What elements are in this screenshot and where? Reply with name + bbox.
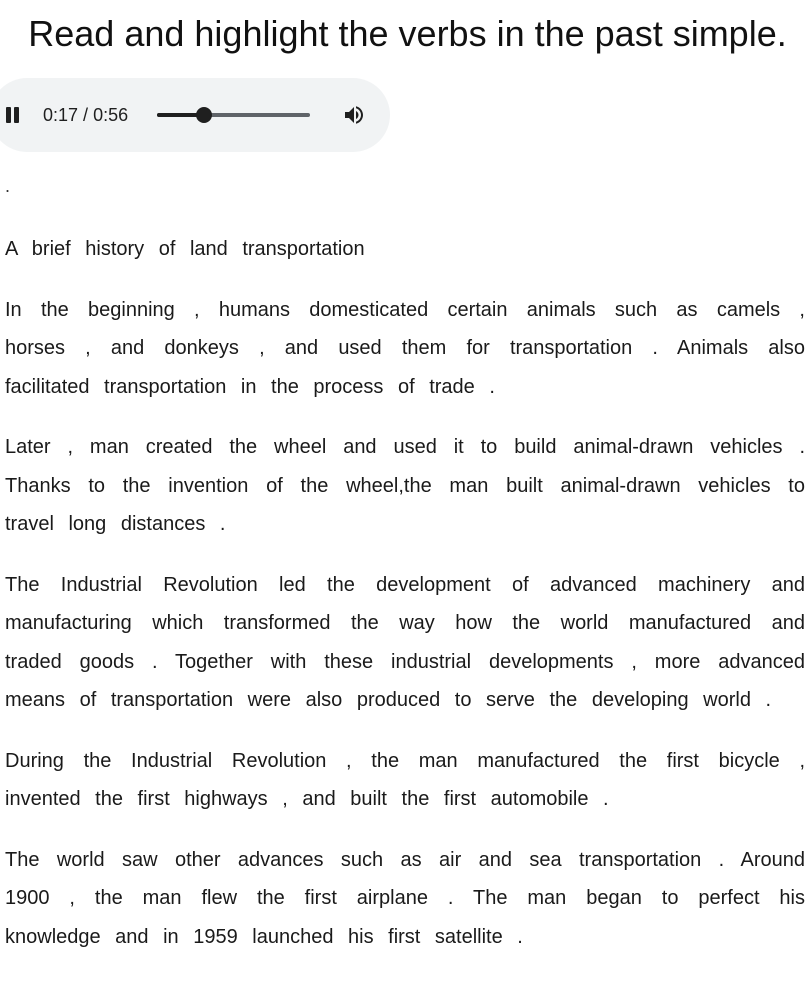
pause-icon <box>6 107 11 123</box>
seek-slider[interactable] <box>157 107 310 123</box>
article <box>5 230 805 978</box>
volume-icon <box>342 103 366 127</box>
time-separator: / <box>83 105 89 125</box>
paragraph: During the Industrial Revolution , the man manufactured the first bicycle , invented the first highways , and built the first automobile . <box>5 749 805 810</box>
paragraph: The Industrial Revolution led the development of advanced machinery and manufacturing which transformed the way how the world manufactured and traded goods . Together with these industrial developments , more advanced means of transportation were also produced to serve the developing world . <box>5 573 805 711</box>
volume-button[interactable] <box>342 103 366 127</box>
page-title: Read and highlight the verbs in the past simple. <box>28 13 787 54</box>
duration: 0:56 <box>93 105 129 125</box>
audio-player <box>0 78 390 152</box>
seek-thumb[interactable] <box>196 107 212 123</box>
article-heading: A brief history of land transportation <box>5 238 365 260</box>
paragraph: The world saw other advances such as air and sea transportation . Around 1900 , the man flew the first airplane . The man began to perfect his knowledge and in 1959 launched his first satellite . <box>5 848 805 948</box>
paragraph: Later , man created the wheel and used it to build animal-drawn vehicles . Thanks to the invention of the wheel,the man built animal-drawn vehicles to travel long distances . <box>5 436 805 535</box>
stray-dot: . <box>5 176 11 196</box>
pause-button[interactable] <box>5 104 23 126</box>
current-time: 0:17 <box>43 105 79 125</box>
paragraph: In the beginning , humans domesticated certain animals such as camels , horses , and donkeys , and used them for transportation . Animals also facilitated transportation in the process of trade . <box>5 298 805 398</box>
time-display <box>43 105 128 125</box>
